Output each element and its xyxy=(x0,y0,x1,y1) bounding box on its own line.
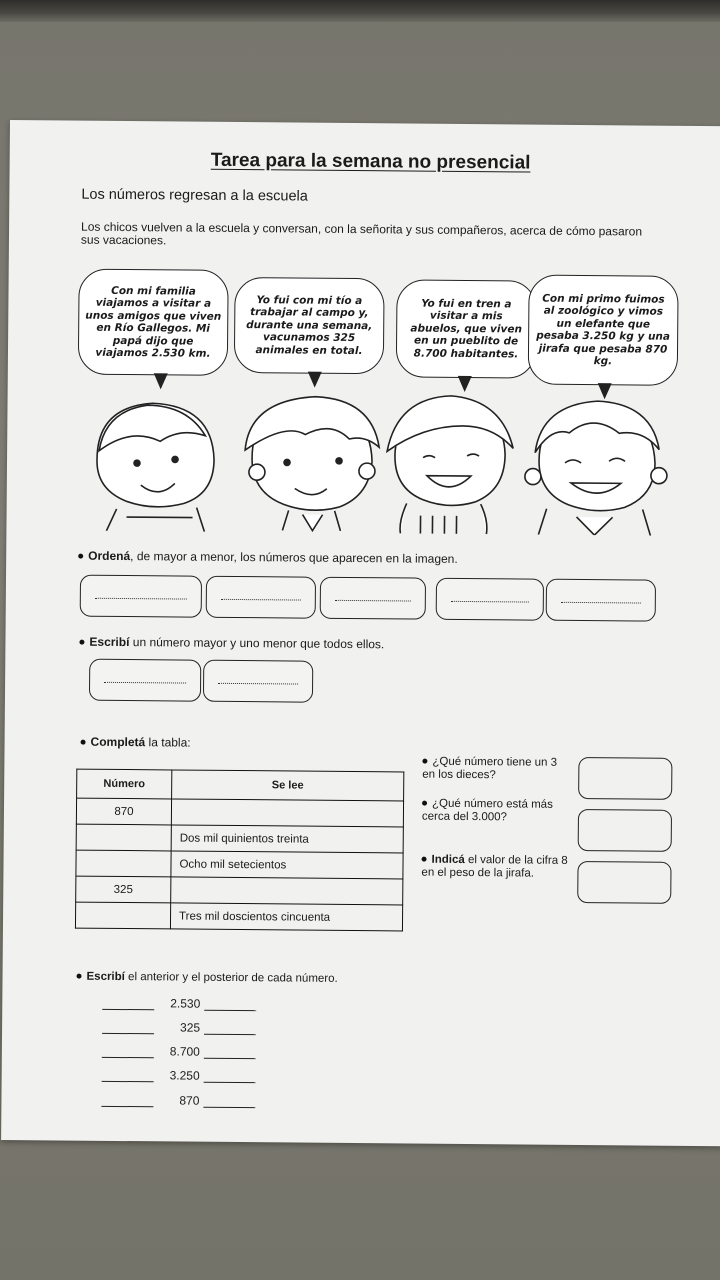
table-cell-reading[interactable] xyxy=(171,877,403,905)
bullet-icon xyxy=(81,740,86,745)
previous-blank[interactable] xyxy=(102,1009,154,1010)
children-illustration xyxy=(76,389,677,536)
bubble-tail-1 xyxy=(154,373,168,389)
worksheet-title: Tarea para la semana no presencial xyxy=(210,149,531,174)
speech-bubble-3: Yo fui en tren a visitar a mis abuelos, que viven en un pueblito de 8.700 habitantes. xyxy=(396,279,537,378)
table-cell-number[interactable] xyxy=(76,824,171,851)
sequence-row xyxy=(102,1020,302,1038)
speech-bubble-1: Con mi familia viajamos a visitar a unos amigos que viven en Río Gallegos. Mi papá dijo que viajamos 2.530 km. xyxy=(78,269,229,376)
numbers-table xyxy=(75,769,404,932)
next-blank[interactable] xyxy=(203,1107,255,1108)
side-question-closest: ¿Qué número está más cerca del 3.000? xyxy=(421,797,553,824)
table-row xyxy=(76,824,403,853)
answer-box-digit-value[interactable] xyxy=(577,861,671,904)
sequence-number: 325 xyxy=(179,1020,201,1035)
table-row xyxy=(75,902,402,931)
previous-blank[interactable] xyxy=(102,1057,154,1058)
question-order: Ordená, de mayor a menor, los números que aparecen en la imagen. xyxy=(78,549,458,566)
side-question-digit-value: Indicá el valor de la cifra 8 en el peso de la jirafa. xyxy=(421,853,568,880)
answer-box-order-2[interactable] xyxy=(206,576,316,619)
bubble-tail-2 xyxy=(308,372,322,388)
table-cell-reading[interactable] xyxy=(171,799,403,827)
previous-blank[interactable] xyxy=(101,1106,153,1107)
answer-box-tens[interactable] xyxy=(578,757,672,800)
previous-blank[interactable] xyxy=(102,1081,154,1082)
sequence-row xyxy=(102,1044,302,1062)
speech-bubble-4: Con mi primo fuimos al zoológico y vimos un elefante que pesaba 3.250 kg y una jirafa que pesaba 870 kg. xyxy=(528,275,679,386)
answer-box-bigger[interactable] xyxy=(89,659,201,702)
bullet-icon xyxy=(422,801,427,806)
sequence-number: 870 xyxy=(179,1093,200,1108)
answer-box-closest[interactable] xyxy=(578,809,672,852)
table-cell-number[interactable] xyxy=(75,902,170,929)
intro-paragraph: Los chicos vuelven a la escuela y conversan, con la señorita y sus compañeros, acerca de cómo pasaron sus vacaciones. xyxy=(80,219,643,248)
bubble-tail-3 xyxy=(458,376,472,392)
sequence-row xyxy=(101,1093,301,1111)
answer-box-order-1[interactable] xyxy=(80,575,202,618)
worksheet-subtitle: Los números regresan a la escuela xyxy=(81,186,308,205)
answer-box-order-5[interactable] xyxy=(546,579,656,622)
table-cell-number[interactable]: 325 xyxy=(76,876,171,903)
bullet-icon xyxy=(422,857,427,862)
table-cell-reading[interactable]: Ocho mil setecientos xyxy=(171,851,403,879)
table-cell-reading[interactable]: Dos mil quinientos treinta xyxy=(171,825,403,853)
column-header-reading: Se lee xyxy=(172,770,404,801)
next-blank[interactable] xyxy=(204,1034,256,1035)
next-blank[interactable] xyxy=(204,1058,256,1059)
table-cell-number[interactable]: 870 xyxy=(76,798,171,825)
table-header-row xyxy=(77,769,404,801)
answer-box-smaller[interactable] xyxy=(203,660,313,703)
answer-box-order-4[interactable] xyxy=(436,578,544,621)
table-cell-reading[interactable]: Tres mil doscientos cincuenta xyxy=(170,903,402,931)
table-edge xyxy=(0,0,720,22)
sequence-number: 8.700 xyxy=(169,1044,200,1059)
bullet-icon xyxy=(422,759,427,764)
table-row xyxy=(76,876,403,905)
question-bigger-smaller: Escribí un número mayor y uno menor que todos ellos. xyxy=(79,635,384,652)
table-row xyxy=(76,850,403,879)
question-table: Completá la tabla: xyxy=(81,735,191,750)
table-cell-number[interactable] xyxy=(76,850,171,877)
previous-blank[interactable] xyxy=(102,1033,154,1034)
question-before-after: Escribí el anterior y el posterior de cada número. xyxy=(76,971,337,985)
sequence-row xyxy=(102,996,302,1014)
speech-bubble-2: Yo fui con mi tío a trabajar al campo y, durante una semana, vacunamos 325 animales en total. xyxy=(234,277,385,374)
column-header-number: Número xyxy=(77,769,172,799)
sequence-number: 3.250 xyxy=(169,1068,200,1083)
next-blank[interactable] xyxy=(204,1082,256,1083)
bullet-icon xyxy=(77,974,82,979)
answer-box-order-3[interactable] xyxy=(320,577,426,620)
sequence-number: 2.530 xyxy=(170,996,201,1011)
sequence-row xyxy=(102,1068,302,1086)
next-blank[interactable] xyxy=(204,1010,256,1011)
bullet-icon xyxy=(79,640,84,645)
side-question-tens: ¿Qué número tiene un 3 en los dieces? xyxy=(422,755,558,782)
bullet-icon xyxy=(78,554,83,559)
worksheet-paper xyxy=(1,120,720,1146)
table-row xyxy=(76,798,403,827)
